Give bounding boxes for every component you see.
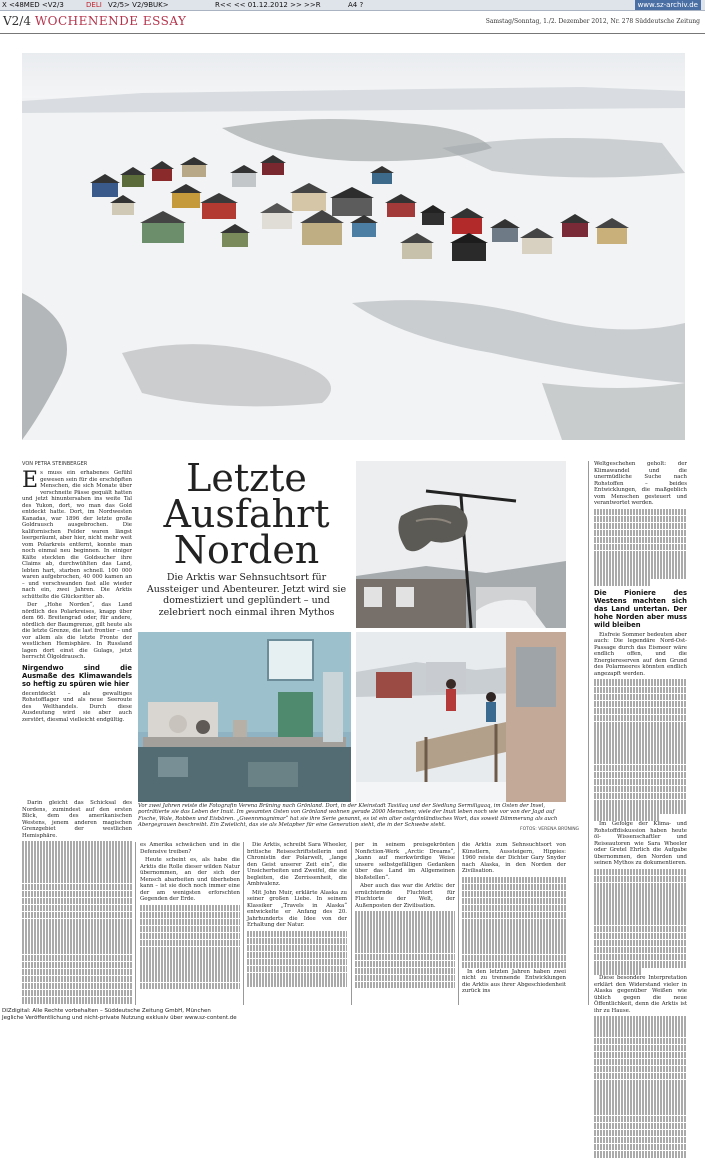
page-header	[0, 11, 705, 34]
article-paragraph: Der „Hohe Norden“, das Land nördlich des Polarkreises, knapp über dem 66. Breitengrad oder, für andere, nördlich der Baumgrenze, gilt heute als die letzte Grenze, die last frontier – und vor allem als die letzte Fronte der westlichen Hemisphäre. In Russland lagen dort einst die Gulags, jetzt herrscht Ölgoldrausch.	[22, 602, 132, 660]
article-paragraph: decentdeckt – als gewaltiges Rohstofflager und als neue Seeroute des Welthandels. Durch diese Ausdeutung wird sie aber auch zerstört, diesmal vielleicht endgültig.	[22, 690, 132, 723]
headline	[140, 456, 353, 572]
article-paragraph: Heute scheint es, als habe die Arktis die Rolle dieser wilden Natur übernommen, an der sich der Mensch abarbeiten und überheben kann – ist sie doch noch immer eine der am wenigsten erforschten Gegenden der Erde.	[140, 857, 240, 902]
article-intro: s muss ein erhabenes Gefühl gewesen sein für die erschöpften Menschen, die sich Monate über verschneite Pässe gequält hatten und jetzt hinuntersahen ins weite Tal des Yukon, dort, wo man das Gold entdeckt hatte. Dort, im Nordwesten Kanadas, war 1896 der letzte große Goldrausch ausgebrochen. Die kalifornischen Felder waren längst leergeräumt, aber hier, nicht mehr weit vom Polarkreis entfernt, konnte man noch einmal neu beginnen. In einiger Kälte steckten die Goldsucher ihre Claims ab, durchwühlten das Land, lebten hart, starben schnell. 100 000 waren aufgebrochen, 40 000 kamen an – und verschwanden fast alle wieder nach ein, zwei Jahren. Die Arktis schüttelte die Glücksritter ab.	[22, 470, 132, 600]
article-paragraph: In den letzten Jahren haben zwei nicht zu trennende Entwicklungen die Arktis aus ihrer Abgeschiedenheit zurück ins	[462, 968, 566, 995]
nav-prev-pages[interactable]: X <48MED <V2/3	[2, 1, 64, 9]
main-photo-greenland-village	[22, 53, 685, 440]
headline-line: Norden	[173, 528, 320, 572]
usage-line: Jegliche Veröffentlichung und nicht-private Nutzung exklusiv über www.sz-content.de	[2, 1015, 237, 1021]
current-page-marker[interactable]: DELI	[86, 1, 102, 9]
article-column-6	[594, 461, 687, 1014]
article-column-3	[247, 842, 347, 1005]
article-paragraph: Die Arktis, schreibt Sara Wheeler, britische Reiseschriftstellerin und Chronistin der Polarwelt, „lange den Geist unserer Zeit ein“, die Unsicherheiten und Zweifel, die sie begleiten, die Zerrissenheit, die Ambivalenz.	[247, 842, 347, 887]
article-paragraph: es Amerika schwächen und in die Defensive treiben?	[140, 842, 240, 855]
column-rule	[458, 842, 459, 1005]
deck-subtitle: Die Arktis war Sehnsuchtsort für Aussteiger und Abenteurer. Jetzt wird sie domestiziert und geplündert – und zelebriert noch einmal ihren Mythos	[146, 572, 347, 618]
article-column-1-bottom	[22, 800, 132, 1005]
article-paragraph: Mit John Muir, erklärte Alaska zu seiner großen Liebe. In seinem Klassiker „Travels in Alaska“ entwickelte er Anfang des 20. Jahrhunderts die Idee von der Erhaltung der Natur.	[247, 889, 347, 928]
site-url-link[interactable]: www.sz-archiv.de	[635, 0, 701, 10]
article-column-5	[462, 842, 566, 1005]
article-column-2	[140, 842, 240, 1005]
photo-credit: FOTOS: VERENA BRÜNING	[520, 827, 580, 832]
article-paragraph: Darin gleicht das Schicksal des Nordens, zumindest auf den ersten Blick, dem des amerikanischen Westens, jenem anderen magischen Grenzgebiet der westlichen Hemisphäre.	[22, 800, 132, 839]
article-paragraph: per in seinem preisgekrönten Nonfiction-Werk „Arctic Dreams“, „kann auf merkwürdige Weise unsere selbstgefälligen Gedanken über das Land im Allgemeinen bloßstellen“.	[355, 842, 455, 881]
photo-caption: Vor zwei Jahren reiste die Fotografin Verena Brüning nach Grönland. Dort, in der Kleinstadt Tasiilaq und der Siedlung Sermiligaaq, im Osten der Insel, porträtierte sie das Leben der Inuit. Im gesamten Osten von Grönland wohnen gerade 2000 Menschen; viele der Inuit leben noch wie vor von der Jagd auf Fische, Wale, Robben und Eisbären. „Gwennmagnimar“ hat sie ihre Serie genannt, es ist ein alter ostgrönländisches Wort, das soweit Dämmerung als auch Abergegrauen beschreibt. Ein Zwielicht, das sie als Metapher für eine Generation sieht, die in der Schwebe steht.	[138, 803, 558, 829]
article-paragraph: Diese besondere Interpretation erklärt den Widerstand vieler in Alaska gegenüber Weißen wie üblich gegen die neue Öffentlichkeit, denn die Arktis ist ihr zu Hause.	[594, 975, 687, 1014]
section-header	[3, 14, 186, 28]
column-rule	[243, 842, 244, 1005]
headline-line: Ausfahrt	[163, 492, 330, 536]
page-format[interactable]: A4 ?	[348, 1, 364, 9]
copyright-footer	[0, 1007, 705, 1024]
viewer-toolbar	[0, 0, 705, 11]
dropcap: E	[22, 468, 39, 493]
photo-kitchen-interior	[138, 632, 351, 802]
column-rule	[351, 842, 352, 1005]
article-paragraph: Im Gefolge der Klima- und Rohstoffdiskussion haben heute öl- Wissenschaftler und Reiseautoren wie Sara Wheeler oder Gretel Ehrlich die Aufgabe übernommen, den Norden und seinen Mythos zu dokumentieren.	[594, 821, 687, 867]
column-rule	[135, 842, 136, 1005]
subhead-pioneers: Die Pioniere des Westens machten sich das Land untertan. Der hohe Norden aber muss wild bleiben	[594, 588, 687, 629]
article-column-4	[355, 842, 455, 1005]
headline-line: Letzte	[186, 456, 307, 500]
article-paragraph: Aber auch das war die Arktis: der ernüchternde Fluchtort für Fluchtorte der Welt, der Außenposten der Zivilisation.	[355, 883, 455, 909]
dateline: Samstag/Sonntag, 1./2. Dezember 2012, Nr. 278 Süddeutsche Zeitung	[485, 18, 700, 25]
nav-next-pages[interactable]: V2/5> V2/9BUK>	[108, 1, 169, 9]
date-navigation[interactable]: R<< << 01.12.2012 >> >>R	[215, 1, 321, 9]
article-paragraph: Eisfreie Sommer bedeuten aber auch: Die legendäre Nord-Ost-Passage durch das Eismeer wäre endlich offen, und die Energiereserven auf dem Grund des Polarmeeres könnten endlich angezapft werden.	[594, 631, 687, 677]
page-number: V2/4	[3, 14, 31, 28]
subhead-climate: Nirgendwo sind die Ausmaße des Klimawandels so heftig zu spüren wie hier	[22, 663, 132, 688]
article-paragraph: Weltgeschehen geholt: der Klimawandel und die unermüdliche Suche nach Rohstoffen – beides Entwicklungen, die maßgeblich vom Menschen gesteuert und verantwortet werden.	[594, 461, 687, 506]
byline: VON PETRA STEINBERGER	[22, 461, 88, 467]
section-title: WOCHENENDE ESSAY	[34, 14, 187, 28]
photo-children-on-steps	[356, 632, 566, 802]
copyright-line: DIZdigital: Alle Rechte vorbehalten – Süddeutsche Zeitung GmbH, München	[2, 1008, 211, 1014]
article-paragraph: die Arktis zum Sehnsuchtsort von Künstlern, Aussteigern, Hippies: 1960 reiste der Dichter Gary Snyder nach Alaska, in den Norden der Zivilisation.	[462, 842, 566, 874]
column-rule	[588, 461, 589, 1005]
article-column-1	[22, 470, 132, 800]
photo-hide-on-pole	[356, 461, 566, 628]
